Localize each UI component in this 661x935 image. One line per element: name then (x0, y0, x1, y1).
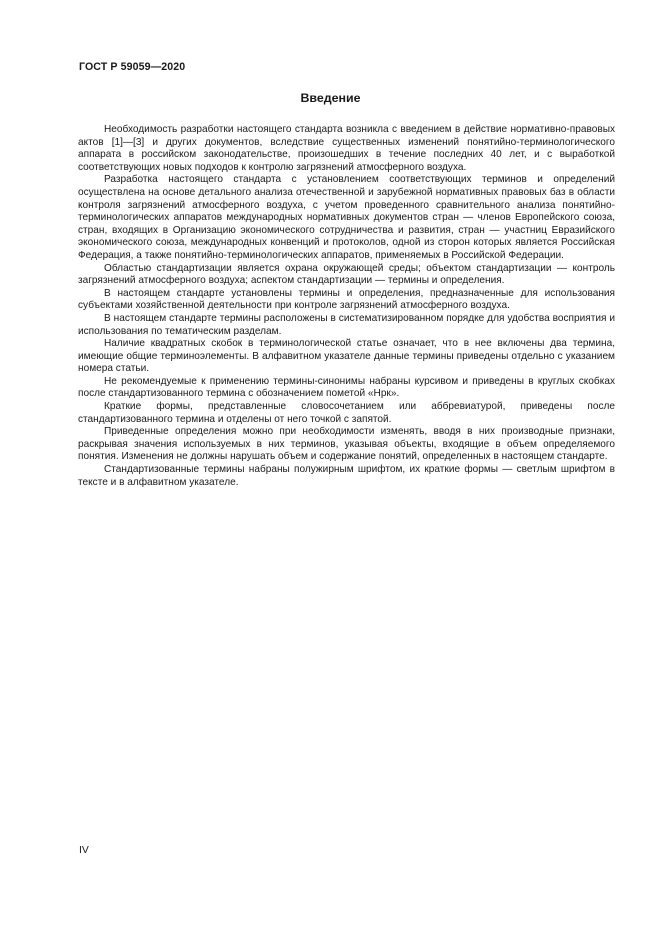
paragraph-6: Наличие квадратных скобок в терминологической статье означает, что в нее включены два термина, имеющие общие терминоэлементы. В алфавитном указателе данные термины приведены отдельно с указанием номера статьи. (78, 338, 615, 375)
paragraph-10: Стандартизованные термины набраны полужирным шрифтом, их краткие формы — светлым шрифтом в тексте и в алфавитном указателе. (78, 464, 615, 488)
page-number: IV (79, 845, 89, 856)
paragraph-1: Необходимость разработки настоящего стандарта возникла с введением в действие нормативно-правовых актов [1]—[3] и других документов, вследствие существенных изменений понятийно-терминологического аппарата в российском законодательстве, произошедших в течение последних 40 лет, и с выработкой соответствующих новых подходов к контролю загрязнений атмосферного воздуха. (78, 124, 615, 173)
introduction-body (78, 124, 615, 489)
paragraph-8: Краткие формы, представленные словосочетанием или аббревиатурой, приведены после стандартизованного термина и отделены от него точкой с запятой. (78, 401, 615, 425)
paragraph-9: Приведенные определения можно при необходимости изменять, вводя в них производные признаки, раскрывая значения используемых в них терминов, указывая объекты, входящие в объем определяемого понятия. Изменения не должны нарушать объем и содержание понятий, определенных в настоящем стандарте. (78, 426, 615, 463)
paragraph-4: В настоящем стандарте установлены термины и определения, предназначенные для использования субъектами хозяйственной деятельности при контроле загрязнений атмосферного воздуха. (78, 287, 615, 312)
paragraph-3: Областью стандартизации является охрана окружающей среды; объектом стандартизации — контроль загрязнений атмосферного воздуха; аспектом стандартизации — термины и определения. (78, 262, 615, 287)
paragraph-5: В настоящем стандарте термины расположены в систематизированном порядке для удобства восприятия и использования по тематическим разделам. (78, 312, 615, 337)
paragraph-2: Разработка настоящего стандарта с установлением соответствующих терминов и определений осуществлена на основе детального анализа отечественной и зарубежной нормативных правовых баз в области контроля загрязнений атмосферного воздуха, с учетом проведенного сравнительного анализа понятийно-терминологических аппаратов международных нормативных документов стран — членов Европейского союза, стран, входящих в Организацию экономического сотрудничества и развития, стран — участниц Евразийского экономического союза, международных конвенций и протоколов, одной из сторон которых является Российская Федерация, а также понятийно-терминологических аппаратов, применяемых в Российской Федерации. (78, 174, 615, 261)
document-id: ГОСТ Р 59059—2020 (79, 61, 186, 73)
paragraph-7: Не рекомендуемые к применению термины-синонимы набраны курсивом и приведены в круглых скобках после стандартизованного термина с обозначением пометой «Нрк». (78, 375, 615, 400)
section-title: Введение (300, 91, 361, 105)
